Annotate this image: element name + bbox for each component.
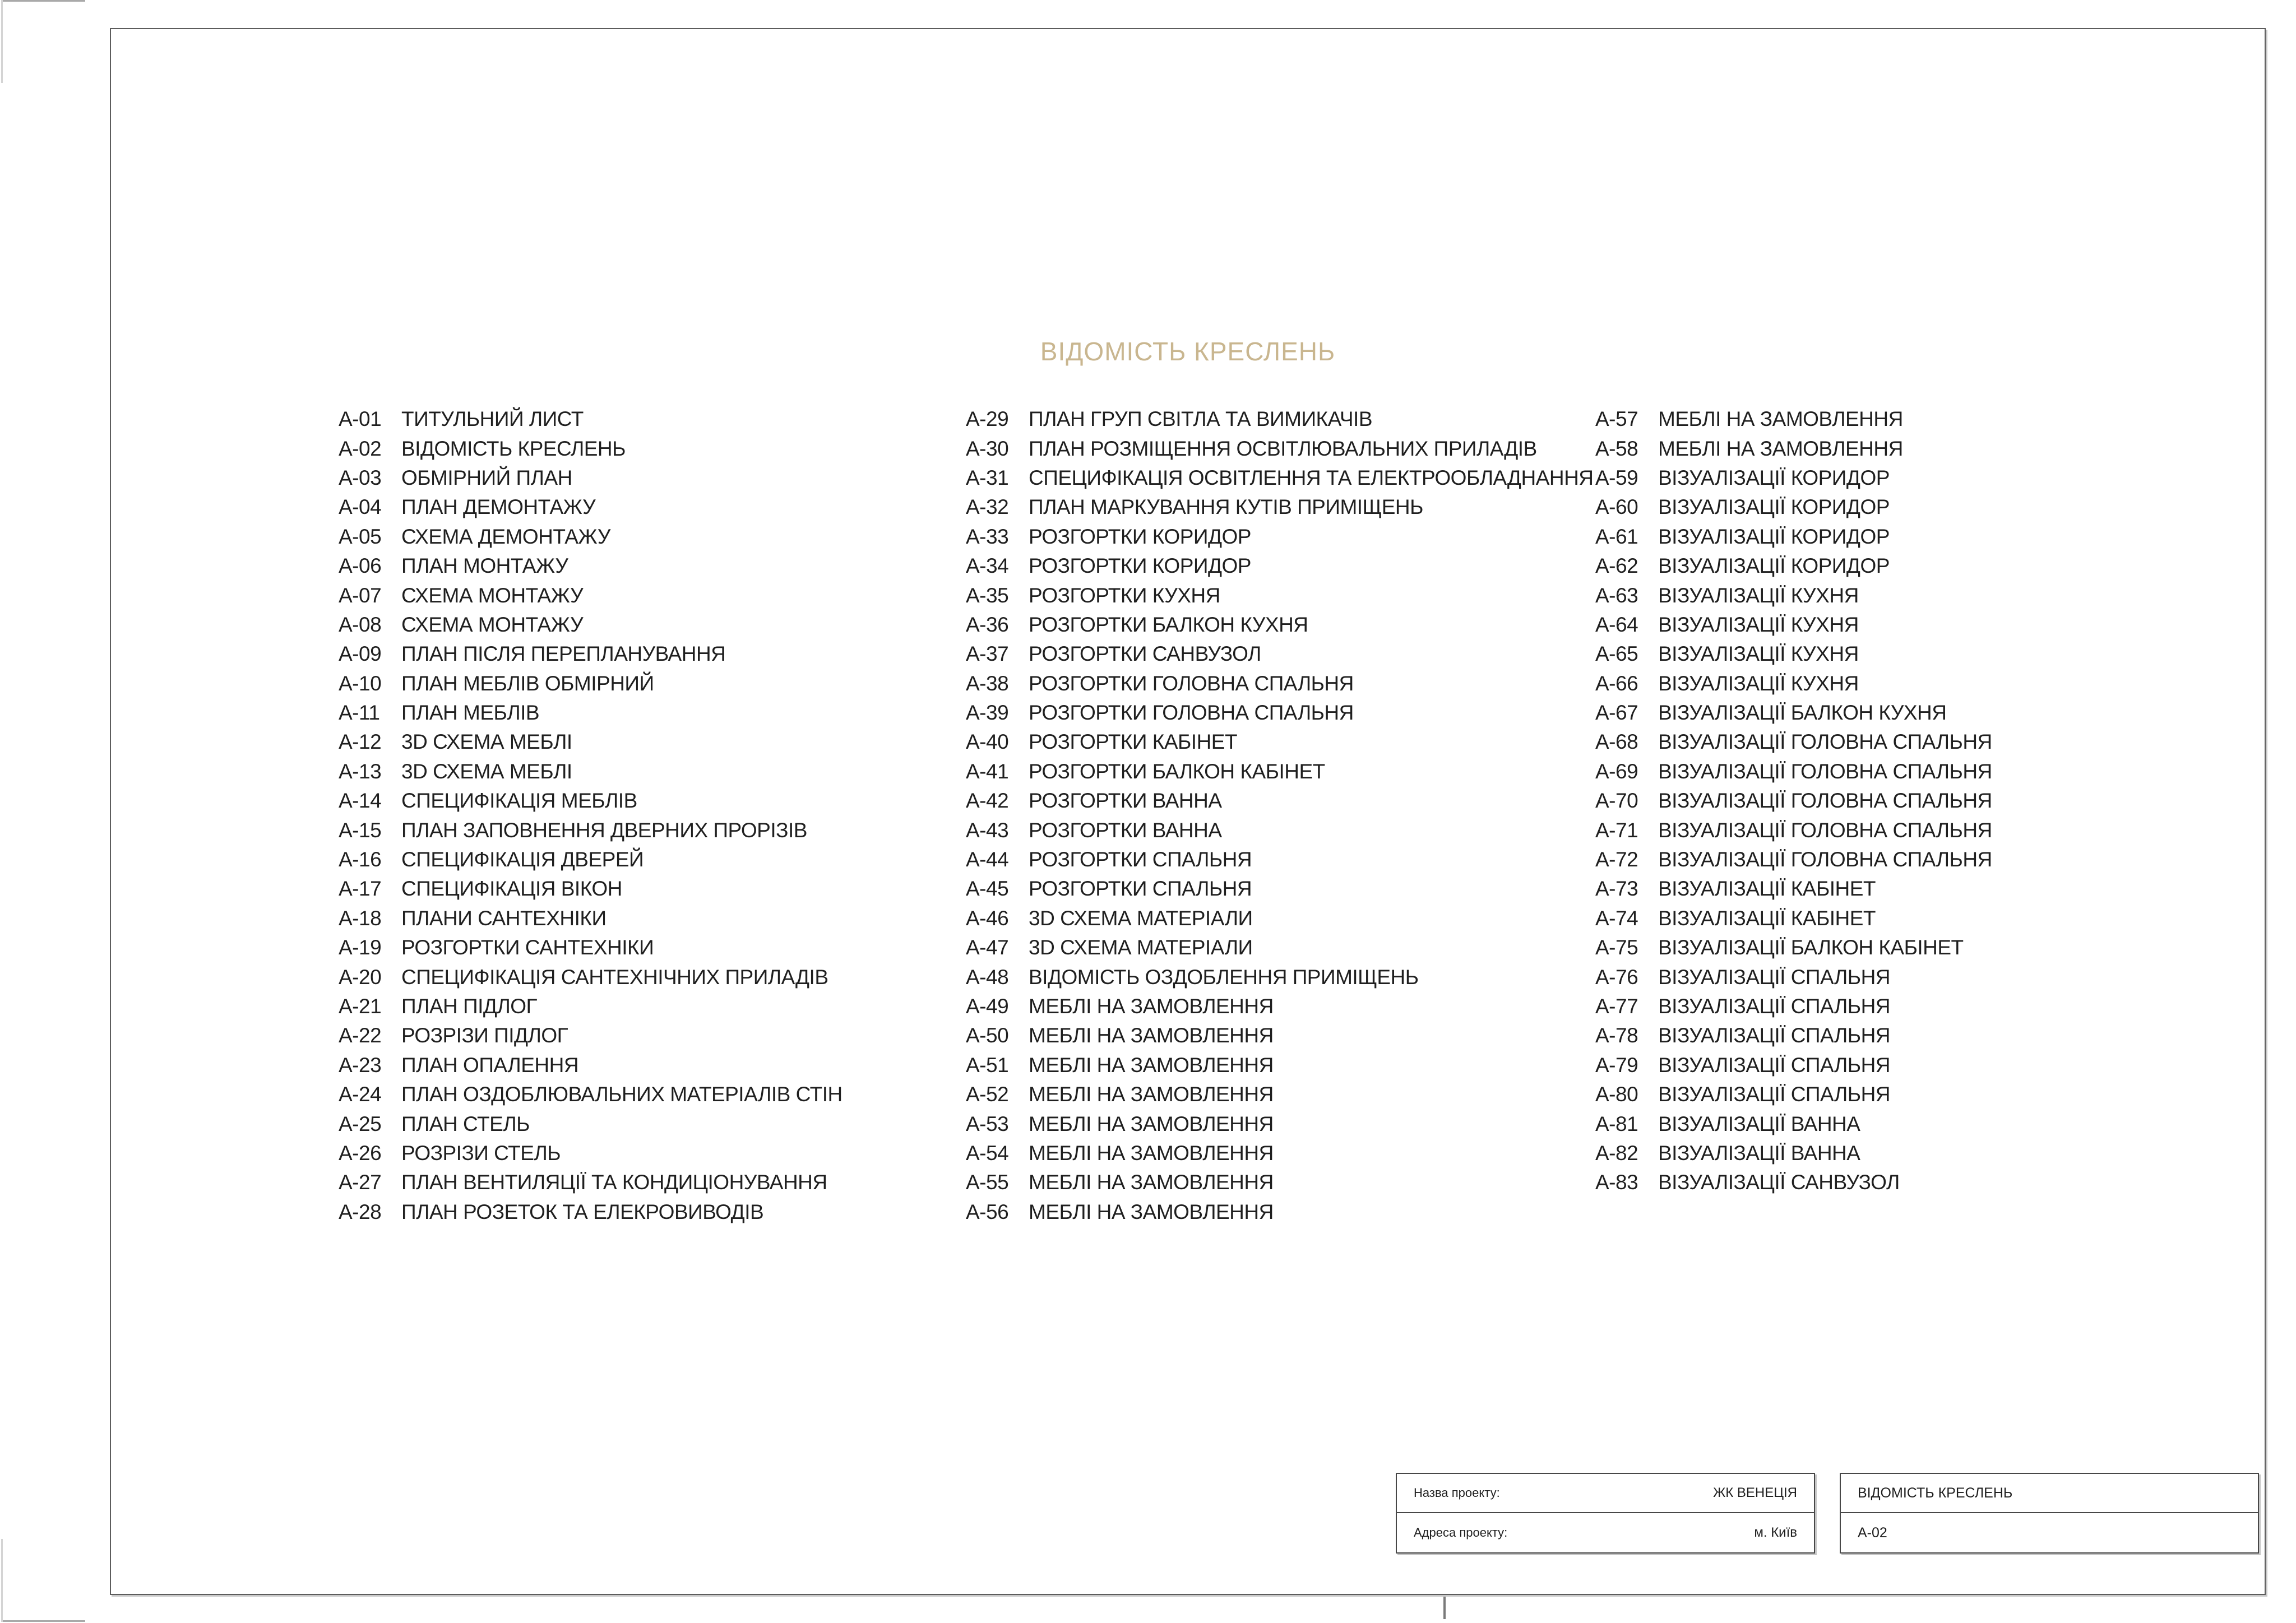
drawing-title: МЕБЛІ НА ЗАМОВЛЕННЯ — [1029, 1024, 1274, 1047]
page-title: ВІДОМІСТЬ КРЕСЛЕНЬ — [1040, 337, 1336, 366]
list-item — [966, 463, 1594, 493]
drawing-code: A-53 — [966, 1112, 1009, 1135]
drawing-title: ПЛАН ПІСЛЯ ПЕРЕПЛАНУВАННЯ — [401, 642, 726, 666]
drawing-title: ПЛАН МОНТАЖУ — [401, 554, 568, 578]
list-item — [1595, 874, 1992, 903]
drawing-code: A-30 — [966, 437, 1009, 460]
list-item — [339, 1168, 843, 1197]
drawing-title: ТИТУЛЬНИЙ ЛИСТ — [401, 407, 584, 431]
drawing-title: СХЕМА МОНТАЖУ — [401, 583, 584, 607]
project-address-value: м. Київ — [1754, 1525, 1797, 1540]
drawing-code: A-17 — [339, 877, 382, 901]
list-item — [1595, 1168, 1992, 1197]
drawing-code: A-26 — [339, 1141, 382, 1165]
sheet-name: ВІДОМІСТЬ КРЕСЛЕНЬ — [1858, 1485, 2013, 1501]
drawing-title: РОЗГОРТКИ КОРИДОР — [1029, 554, 1251, 578]
drawing-code: A-63 — [1595, 583, 1638, 607]
drawing-title: 3D СХЕМА МАТЕРІАЛИ — [1029, 906, 1253, 930]
drawing-title: МЕБЛІ НА ЗАМОВЛЕННЯ — [1029, 1171, 1274, 1194]
drawing-title: СПЕЦИФІКАЦІЯ ОСВІТЛЕННЯ ТА ЕЛЕКТРООБЛАДНАННЯ — [1029, 466, 1594, 489]
drawing-title: РОЗГОРТКИ БАЛКОН КУХНЯ — [1029, 613, 1308, 636]
drawing-title: ВІЗУАЛІЗАЦІЇ КУХНЯ — [1658, 613, 1859, 636]
list-item — [1595, 1139, 1992, 1168]
drawing-title: РОЗГОРТКИ ГОЛОВНА СПАЛЬНЯ — [1029, 701, 1354, 725]
sheet-name-row — [1841, 1474, 2258, 1513]
list-item — [966, 551, 1594, 581]
drawing-title: ВІЗУАЛІЗАЦІЇ СПАЛЬНЯ — [1658, 1083, 1891, 1106]
drawing-code: A-45 — [966, 877, 1009, 901]
drawing-code: A-03 — [339, 466, 382, 489]
drawing-code: A-37 — [966, 642, 1009, 666]
drawing-title: ВІДОМІСТЬ ОЗДОБЛЕННЯ ПРИМІЩЕНЬ — [1029, 965, 1419, 989]
drawing-title: ВІЗУАЛІЗАЦІЇ КОРИДОР — [1658, 554, 1890, 578]
drawing-code: A-65 — [1595, 642, 1638, 666]
sheet-column-2 — [966, 405, 1594, 1227]
drawing-code: A-54 — [966, 1141, 1009, 1165]
drawing-code: A-78 — [1595, 1024, 1638, 1047]
frame-artifact-bottom-left-edge — [1, 1539, 3, 1622]
list-item — [966, 757, 1594, 786]
list-item — [339, 727, 843, 757]
list-item — [1595, 815, 1992, 845]
drawing-code: A-28 — [339, 1200, 382, 1223]
drawing-title: СХЕМА МОНТАЖУ — [401, 613, 584, 636]
drawing-title: ВІЗУАЛІЗАЦІЇ КОРИДОР — [1658, 525, 1890, 548]
list-item — [339, 757, 843, 786]
drawing-code: A-76 — [1595, 965, 1638, 989]
list-item — [1595, 522, 1992, 551]
drawing-code: A-48 — [966, 965, 1009, 989]
list-item — [966, 1198, 1594, 1227]
drawing-code: A-14 — [339, 789, 382, 813]
drawing-code: A-13 — [339, 759, 382, 783]
drawing-code: A-51 — [966, 1053, 1009, 1077]
drawing-title: ПЛАН МЕБЛІВ ОБМІРНИЙ — [401, 671, 654, 695]
drawing-title: РОЗГОРТКИ СПАЛЬНЯ — [1029, 877, 1252, 901]
drawing-title: РОЗГОРТКИ САНТЕХНІКИ — [401, 936, 654, 959]
drawing-code: A-23 — [339, 1053, 382, 1077]
list-item — [966, 1080, 1594, 1109]
drawing-code: A-80 — [1595, 1083, 1638, 1106]
drawing-code: A-40 — [966, 730, 1009, 754]
drawing-code: A-57 — [1595, 407, 1638, 431]
sheet-code-row — [1841, 1513, 2258, 1552]
drawing-title: ПЛАН РОЗМІЩЕННЯ ОСВІТЛЮВАЛЬНИХ ПРИЛАДІВ — [1029, 437, 1537, 460]
list-item — [966, 1021, 1594, 1050]
frame-artifact-top-left — [2, 0, 85, 2]
list-item — [1595, 992, 1992, 1021]
title-block-project — [1396, 1473, 1815, 1554]
drawing-code: A-19 — [339, 936, 382, 959]
drawing-code: A-83 — [1595, 1171, 1638, 1194]
drawing-code: A-35 — [966, 583, 1009, 607]
list-item — [1595, 1051, 1992, 1080]
drawing-code: A-79 — [1595, 1053, 1638, 1077]
drawing-title: ОБМІРНИЙ ПЛАН — [401, 466, 572, 489]
drawing-title: ПЛАН ГРУП СВІТЛА ТА ВИМИКАЧІВ — [1029, 407, 1373, 431]
list-item — [966, 904, 1594, 933]
drawing-title: ВІЗУАЛІЗАЦІЇ ГОЛОВНА СПАЛЬНЯ — [1658, 759, 1992, 783]
list-item — [1595, 845, 1992, 874]
drawing-title: ПЛАН МЕБЛІВ — [401, 701, 540, 725]
list-item — [966, 669, 1594, 698]
list-item — [1595, 962, 1992, 991]
list-item — [1595, 551, 1992, 581]
project-address-row — [1397, 1513, 1814, 1552]
list-item — [339, 1198, 843, 1227]
drawing-title: ВІЗУАЛІЗАЦІЇ СПАЛЬНЯ — [1658, 1053, 1891, 1077]
drawing-code: A-61 — [1595, 525, 1638, 548]
list-item — [339, 493, 843, 522]
drawing-code: A-24 — [339, 1083, 382, 1106]
drawing-title: ВІДОМІСТЬ КРЕСЛЕНЬ — [401, 437, 626, 460]
drawing-title: РОЗГОРТКИ СПАЛЬНЯ — [1029, 848, 1252, 871]
drawing-title: МЕБЛІ НА ЗАМОВЛЕННЯ — [1658, 437, 1903, 460]
list-item — [966, 962, 1594, 991]
drawing-code: A-41 — [966, 759, 1009, 783]
drawing-code: A-07 — [339, 583, 382, 607]
drawing-title: ПЛАН МАРКУВАННЯ КУТІВ ПРИМІЩЕНЬ — [1029, 495, 1423, 519]
drawing-title: СПЕЦИФІКАЦІЯ ДВЕРЕЙ — [401, 848, 644, 871]
drawing-code: A-82 — [1595, 1141, 1638, 1165]
drawing-code: A-42 — [966, 789, 1009, 813]
drawing-title: СПЕЦИФІКАЦІЯ МЕБЛІВ — [401, 789, 637, 813]
list-item — [966, 992, 1594, 1021]
drawing-code: A-12 — [339, 730, 382, 754]
drawing-code: A-32 — [966, 495, 1009, 519]
sheet-column-3 — [1595, 405, 1992, 1198]
drawing-title: РОЗГОРТКИ КУХНЯ — [1029, 583, 1220, 607]
drawing-title: РОЗГОРТКИ ВАННА — [1029, 818, 1222, 842]
frame-artifact-top-left-edge — [1, 0, 3, 83]
drawing-title: ПЛАН ОПАЛЕННЯ — [401, 1053, 579, 1077]
list-item — [1595, 581, 1992, 610]
drawing-code: A-27 — [339, 1171, 382, 1194]
sheet-column-1 — [339, 405, 843, 1227]
drawing-code: A-70 — [1595, 789, 1638, 813]
drawing-title: ВІЗУАЛІЗАЦІЇ ГОЛОВНА СПАЛЬНЯ — [1658, 789, 1992, 813]
list-item — [966, 434, 1594, 463]
list-item — [966, 786, 1594, 815]
list-item — [339, 639, 843, 669]
drawing-code: A-08 — [339, 613, 382, 636]
drawing-title: ВІЗУАЛІЗАЦІЇ ВАННА — [1658, 1141, 1860, 1165]
drawing-code: A-81 — [1595, 1112, 1638, 1135]
drawing-title: СХЕМА ДЕМОНТАЖУ — [401, 525, 610, 548]
drawing-title: МЕБЛІ НА ЗАМОВЛЕННЯ — [1029, 1112, 1274, 1135]
frame-artifact-bottom-tick — [1443, 1596, 1446, 1619]
list-item — [966, 1109, 1594, 1138]
drawing-code: A-46 — [966, 906, 1009, 930]
drawing-code: A-10 — [339, 671, 382, 695]
list-item — [966, 581, 1594, 610]
drawing-code: A-50 — [966, 1024, 1009, 1047]
drawing-code: A-60 — [1595, 495, 1638, 519]
drawing-title: ВІЗУАЛІЗАЦІЇ ГОЛОВНА СПАЛЬНЯ — [1658, 818, 1992, 842]
drawing-code: A-15 — [339, 818, 382, 842]
drawing-code: A-68 — [1595, 730, 1638, 754]
list-item — [339, 1109, 843, 1138]
drawing-code: A-49 — [966, 995, 1009, 1018]
list-item — [1595, 1080, 1992, 1109]
project-name-row — [1397, 1474, 1814, 1513]
drawing-title: МЕБЛІ НА ЗАМОВЛЕННЯ — [1029, 1200, 1274, 1223]
drawing-code: A-06 — [339, 554, 382, 578]
list-item — [339, 1080, 843, 1109]
list-item — [1595, 639, 1992, 669]
drawing-title: ВІЗУАЛІЗАЦІЇ СПАЛЬНЯ — [1658, 995, 1891, 1018]
list-item — [966, 610, 1594, 639]
drawing-title: ВІЗУАЛІЗАЦІЇ СПАЛЬНЯ — [1658, 965, 1891, 989]
list-item — [966, 698, 1594, 727]
list-item — [1595, 1021, 1992, 1050]
drawing-title: ВІЗУАЛІЗАЦІЇ ВАННА — [1658, 1112, 1860, 1135]
drawing-title: СПЕЦИФІКАЦІЯ ВІКОН — [401, 877, 622, 901]
drawing-code: A-21 — [339, 995, 382, 1018]
list-item — [966, 405, 1594, 434]
drawing-code: A-29 — [966, 407, 1009, 431]
list-item — [1595, 786, 1992, 815]
drawing-title: ВІЗУАЛІЗАЦІЇ САНВУЗОЛ — [1658, 1171, 1900, 1194]
list-item — [966, 845, 1594, 874]
drawing-code: A-25 — [339, 1112, 382, 1135]
drawing-title: ВІЗУАЛІЗАЦІЇ КОРИДОР — [1658, 495, 1890, 519]
list-item — [339, 992, 843, 1021]
drawing-code: A-38 — [966, 671, 1009, 695]
drawing-code: A-71 — [1595, 818, 1638, 842]
drawing-code: A-74 — [1595, 906, 1638, 930]
drawing-title: ВІЗУАЛІЗАЦІЇ ГОЛОВНА СПАЛЬНЯ — [1658, 730, 1992, 754]
list-item — [339, 1051, 843, 1080]
drawing-title: ВІЗУАЛІЗАЦІЇ КАБІНЕТ — [1658, 906, 1876, 930]
project-name-value: ЖК ВЕНЕЦІЯ — [1713, 1485, 1797, 1500]
drawing-title: РОЗРІЗИ СТЕЛЬ — [401, 1141, 561, 1165]
drawing-title: ВІЗУАЛІЗАЦІЇ СПАЛЬНЯ — [1658, 1024, 1891, 1047]
drawing-title: РОЗГОРТКИ КОРИДОР — [1029, 525, 1251, 548]
drawing-title: МЕБЛІ НА ЗАМОВЛЕННЯ — [1029, 1141, 1274, 1165]
list-item — [339, 1139, 843, 1168]
project-address-label: Адреса проекту: — [1414, 1525, 1508, 1539]
drawing-title: МЕБЛІ НА ЗАМОВЛЕННЯ — [1658, 407, 1903, 431]
drawing-title: ПЛАН ЗАПОВНЕННЯ ДВЕРНИХ ПРОРІЗІВ — [401, 818, 807, 842]
frame-artifact-bottom-left — [2, 1620, 85, 1622]
drawing-code: A-56 — [966, 1200, 1009, 1223]
drawing-title: РОЗГОРТКИ ГОЛОВНА СПАЛЬНЯ — [1029, 671, 1354, 695]
title-block-sheet — [1840, 1473, 2259, 1554]
drawing-code: A-64 — [1595, 613, 1638, 636]
list-item — [339, 962, 843, 991]
list-item — [966, 727, 1594, 757]
list-item — [1595, 405, 1992, 434]
drawing-title: СПЕЦИФІКАЦІЯ САНТЕХНІЧНИХ ПРИЛАДІВ — [401, 965, 828, 989]
drawing-code: A-09 — [339, 642, 382, 666]
drawing-code: A-75 — [1595, 936, 1638, 959]
list-item — [339, 933, 843, 962]
drawing-title: МЕБЛІ НА ЗАМОВЛЕННЯ — [1029, 1053, 1274, 1077]
drawing-code: A-43 — [966, 818, 1009, 842]
drawing-title: ВІЗУАЛІЗАЦІЇ КУХНЯ — [1658, 642, 1859, 666]
drawing-title: РОЗРІЗИ ПІДЛОГ — [401, 1024, 568, 1047]
drawing-code: A-34 — [966, 554, 1009, 578]
list-item — [339, 463, 843, 493]
list-item — [339, 405, 843, 434]
drawing-title: ПЛАН ПІДЛОГ — [401, 995, 538, 1018]
drawing-code: A-47 — [966, 936, 1009, 959]
list-item — [1595, 1109, 1992, 1138]
list-item — [339, 698, 843, 727]
list-item — [339, 874, 843, 903]
list-item — [1595, 933, 1992, 962]
drawing-title: ВІЗУАЛІЗАЦІЇ БАЛКОН КАБІНЕТ — [1658, 936, 1964, 959]
drawing-title: ПЛАНИ САНТЕХНІКИ — [401, 906, 607, 930]
drawing-code: A-22 — [339, 1024, 382, 1047]
drawing-title: ПЛАН ДЕМОНТАЖУ — [401, 495, 596, 519]
drawing-code: A-66 — [1595, 671, 1638, 695]
list-item — [339, 581, 843, 610]
drawing-code: A-39 — [966, 701, 1009, 725]
list-item — [966, 1168, 1594, 1197]
drawing-code: A-16 — [339, 848, 382, 871]
list-item — [966, 522, 1594, 551]
list-item — [339, 815, 843, 845]
drawing-title: ВІЗУАЛІЗАЦІЇ КУХНЯ — [1658, 671, 1859, 695]
drawing-code: A-33 — [966, 525, 1009, 548]
list-item — [966, 1139, 1594, 1168]
drawing-title: ВІЗУАЛІЗАЦІЇ ГОЛОВНА СПАЛЬНЯ — [1658, 848, 1992, 871]
drawing-code: A-73 — [1595, 877, 1638, 901]
list-item — [966, 874, 1594, 903]
drawing-code: A-18 — [339, 906, 382, 930]
drawing-title: 3D СХЕМА МЕБЛІ — [401, 759, 572, 783]
drawing-code: A-77 — [1595, 995, 1638, 1018]
drawing-title: ВІЗУАЛІЗАЦІЇ БАЛКОН КУХНЯ — [1658, 701, 1947, 725]
drawing-code: A-02 — [339, 437, 382, 460]
drawing-code: A-01 — [339, 407, 382, 431]
drawing-title: РОЗГОРТКИ САНВУЗОЛ — [1029, 642, 1261, 666]
drawing-code: A-55 — [966, 1171, 1009, 1194]
drawing-title: ВІЗУАЛІЗАЦІЇ КУХНЯ — [1658, 583, 1859, 607]
drawing-title: ВІЗУАЛІЗАЦІЇ КАБІНЕТ — [1658, 877, 1876, 901]
list-item — [1595, 757, 1992, 786]
drawing-title: 3D СХЕМА МАТЕРІАЛИ — [1029, 936, 1253, 959]
list-item — [339, 669, 843, 698]
drawing-title: МЕБЛІ НА ЗАМОВЛЕННЯ — [1029, 995, 1274, 1018]
drawing-title: РОЗГОРТКИ КАБІНЕТ — [1029, 730, 1238, 754]
list-item — [339, 610, 843, 639]
list-item — [966, 493, 1594, 522]
list-item — [1595, 727, 1992, 757]
drawing-code: A-20 — [339, 965, 382, 989]
list-item — [966, 933, 1594, 962]
drawing-code: A-58 — [1595, 437, 1638, 460]
list-item — [966, 639, 1594, 669]
list-item — [1595, 434, 1992, 463]
drawing-code: A-04 — [339, 495, 382, 519]
drawing-title: ПЛАН СТЕЛЬ — [401, 1112, 530, 1135]
list-item — [1595, 698, 1992, 727]
drawing-title: ПЛАН ВЕНТИЛЯЦІЇ ТА КОНДИЦІОНУВАННЯ — [401, 1171, 827, 1194]
drawing-code: A-31 — [966, 466, 1009, 489]
drawing-code: A-11 — [339, 701, 380, 725]
drawing-code: A-52 — [966, 1083, 1009, 1106]
list-item — [1595, 493, 1992, 522]
drawing-title: РОЗГОРТКИ БАЛКОН КАБІНЕТ — [1029, 759, 1325, 783]
project-name-label: Назва проекту: — [1414, 1486, 1500, 1500]
drawing-title: МЕБЛІ НА ЗАМОВЛЕННЯ — [1029, 1083, 1274, 1106]
list-item — [966, 815, 1594, 845]
drawing-code: A-44 — [966, 848, 1009, 871]
list-item — [339, 1021, 843, 1050]
drawing-title: ПЛАН ОЗДОБЛЮВАЛЬНИХ МАТЕРІАЛІВ СТІН — [401, 1083, 843, 1106]
drawing-code: A-67 — [1595, 701, 1638, 725]
list-item — [339, 522, 843, 551]
list-item — [339, 845, 843, 874]
list-item — [1595, 904, 1992, 933]
drawing-code: A-62 — [1595, 554, 1638, 578]
list-item — [1595, 610, 1992, 639]
drawing-title: РОЗГОРТКИ ВАННА — [1029, 789, 1222, 813]
list-item — [966, 1051, 1594, 1080]
drawing-code: A-36 — [966, 613, 1009, 636]
list-item — [1595, 463, 1992, 493]
sheet-code: A-02 — [1858, 1524, 1887, 1541]
list-item — [339, 904, 843, 933]
list-item — [339, 786, 843, 815]
list-item — [1595, 669, 1992, 698]
drawing-code: A-69 — [1595, 759, 1638, 783]
drawing-title: ПЛАН РОЗЕТОК ТА ЕЛЕКРОВИВОДІВ — [401, 1200, 764, 1223]
drawing-code: A-72 — [1595, 848, 1638, 871]
list-item — [339, 551, 843, 581]
drawing-code: A-59 — [1595, 466, 1638, 489]
drawing-title: ВІЗУАЛІЗАЦІЇ КОРИДОР — [1658, 466, 1890, 489]
drawing-code: A-05 — [339, 525, 382, 548]
list-item — [339, 434, 843, 463]
drawing-title: 3D СХЕМА МЕБЛІ — [401, 730, 572, 754]
